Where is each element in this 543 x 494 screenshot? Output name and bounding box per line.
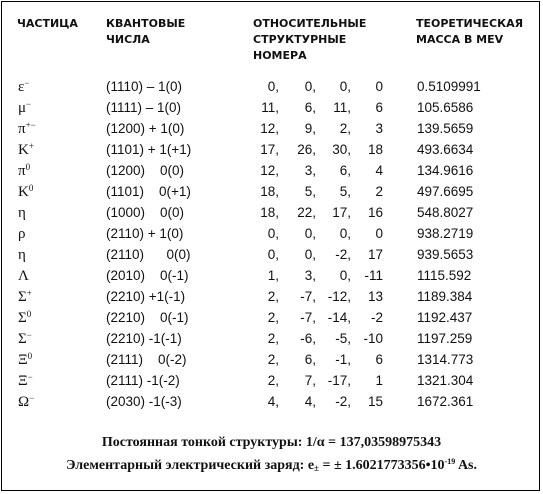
particle-charge: − (26, 330, 32, 340)
alpha-label: Постоянная тонкой структуры: 1/α = (101, 435, 340, 450)
structural-number: 17, (260, 142, 279, 157)
particle-base: Λ (18, 268, 29, 284)
table-row (2, 100, 541, 119)
structural-number: 2, (267, 331, 279, 346)
particle-symbol (18, 226, 26, 243)
particle-base: Ξ (18, 373, 28, 389)
particle-symbol (18, 352, 32, 369)
structural-number: 1, (267, 268, 279, 283)
particle-base: Ξ (18, 352, 28, 368)
structural-number: 0, (339, 226, 351, 241)
particle-base: ε (18, 79, 25, 95)
structural-number: -7, (300, 289, 316, 304)
particle-base: K (18, 184, 29, 200)
particle-symbol (18, 121, 36, 138)
quantum-numbers: (2111) 0(-2) (106, 352, 187, 367)
structural-number: 5, (339, 184, 351, 199)
structural-number: 12, (260, 163, 279, 178)
structural-number: 22, (297, 205, 316, 220)
particle-base: Σ (18, 331, 27, 347)
structural-number: 2, (267, 352, 279, 367)
structural-number: -17, (327, 373, 351, 388)
particle-symbol (18, 142, 34, 159)
table-row (2, 373, 541, 392)
structural-number: 0, (339, 79, 351, 94)
quantum-numbers: (1110) – 1(0) (106, 79, 183, 94)
structural-number: 3 (375, 121, 383, 136)
quantum-numbers: (1200) + 1(0) (106, 121, 185, 136)
table-row (2, 121, 541, 140)
table-row (2, 247, 541, 266)
charge-exponent: -19 (444, 457, 456, 466)
table-row (2, 394, 541, 413)
mass-value: 105.6586 (417, 100, 474, 115)
structural-number: 4 (375, 163, 383, 178)
structural-number: 11, (333, 100, 351, 115)
particle-charge: 0 (26, 309, 32, 319)
structural-number: 17, (332, 205, 351, 220)
particle-charge: − (26, 99, 32, 109)
structural-number: 15 (367, 394, 383, 409)
charge-subscript: ± (314, 463, 319, 473)
mass-value: 1192.437 (417, 310, 473, 325)
structural-number: 0, (339, 268, 351, 283)
structural-number: 12, (260, 121, 279, 136)
particle-symbol (18, 247, 26, 264)
header-quantum-numbers: КВАНТОВЫЕ ЧИСЛА (106, 17, 186, 46)
structural-number: 16 (367, 205, 383, 220)
structural-number: 9, (304, 121, 316, 136)
particle-charge: 0 (28, 183, 34, 193)
structural-number: -14, (327, 310, 351, 325)
table-row (2, 352, 541, 371)
particle-charge: − (27, 372, 33, 382)
quantum-numbers: (2210) -1(-1) (106, 331, 182, 346)
mass-value: 939.5653 (417, 247, 474, 262)
structural-number: 13 (367, 289, 383, 304)
quantum-numbers: (2030) -1(-3) (106, 394, 182, 409)
structural-number: 18, (260, 184, 279, 199)
structural-number: 0, (304, 79, 316, 94)
charge-unit: As. (455, 458, 478, 473)
elementary-charge (2, 458, 541, 474)
quantum-numbers: (2110) + 1(0) (106, 226, 184, 241)
structural-number: 6 (375, 352, 383, 367)
structural-number: -7, (300, 310, 316, 325)
structural-number: -2, (335, 247, 351, 262)
structural-number: 6, (304, 100, 316, 115)
particle-base: π (18, 121, 26, 137)
table-row (2, 163, 541, 182)
quantum-numbers: (1000) 0(0) (106, 205, 185, 220)
mass-value: 497.6695 (417, 184, 474, 199)
charge-label: Элементарный электрический заряд: e (65, 458, 315, 473)
structural-number: -10 (363, 331, 383, 346)
structural-number: 18 (367, 142, 383, 157)
particle-charge: − (24, 78, 30, 88)
mass-value: 493.6634 (417, 142, 474, 157)
header-theoretical-mass: ТЕОРЕТИЧЕСКАЯ МАССА В MEV (416, 17, 524, 46)
table-row (2, 289, 541, 308)
alpha-value: 137,03598975343 (339, 435, 442, 450)
mass-value: 1115.592 (417, 268, 472, 283)
quantum-numbers: (2210) 0(-1) (106, 310, 189, 325)
structural-number: 17 (367, 247, 383, 262)
structural-number: 3, (304, 268, 316, 283)
structural-number: 0 (375, 226, 383, 241)
mass-value: 1321.304 (417, 373, 474, 388)
structural-number: 2, (267, 310, 279, 325)
mass-value: 0.5109991 (417, 79, 481, 94)
mass-value: 139.5659 (417, 121, 474, 136)
mass-value: 1672.361 (417, 394, 474, 409)
structural-number: 0, (267, 247, 279, 262)
structural-number: 2, (267, 373, 279, 388)
structural-number: 18, (260, 205, 279, 220)
table-row (2, 331, 541, 350)
structural-number: 1 (375, 373, 383, 388)
particle-base: η (18, 247, 26, 263)
mass-value: 548.8027 (417, 205, 474, 220)
structural-number: 7, (304, 373, 316, 388)
structural-number: 0, (267, 79, 279, 94)
structural-number: 3, (304, 163, 316, 178)
quantum-numbers: (1111) – 1(0) (106, 100, 182, 115)
structural-number: -2 (370, 310, 383, 325)
structural-number: -1, (335, 352, 351, 367)
quantum-numbers: (2111) -1(-2) (106, 373, 180, 388)
structural-number: -2, (335, 394, 351, 409)
particle-charge: +− (25, 120, 36, 130)
structural-number: 0 (375, 79, 383, 94)
particle-symbol (18, 205, 26, 222)
structural-number: 0, (267, 226, 279, 241)
quantum-numbers: (2010) 0(-1) (106, 268, 189, 283)
table-row (2, 226, 541, 245)
particle-base: Σ (18, 289, 27, 305)
particle-base: μ (18, 100, 27, 116)
particle-symbol (18, 310, 31, 327)
structural-number: 4, (304, 394, 316, 409)
particle-symbol (18, 100, 31, 117)
structural-number: 30, (332, 142, 351, 157)
mass-value: 1314.773 (417, 352, 474, 367)
structural-number: -6, (300, 331, 316, 346)
mass-value: 938.2719 (417, 226, 474, 241)
particle-symbol (18, 79, 29, 96)
particle-symbol (18, 331, 32, 348)
structural-number: 0, (304, 247, 316, 262)
particle-base: Ω (18, 394, 30, 410)
structural-number: 6, (339, 163, 351, 178)
table-row (2, 268, 541, 287)
particle-symbol (18, 268, 29, 285)
quantum-numbers: (2110) 0(0) (106, 247, 191, 262)
mass-value: 1197.259 (417, 331, 473, 346)
particle-charge: + (26, 288, 32, 298)
table-row (2, 142, 541, 161)
table-row (2, 310, 541, 329)
quantum-numbers: (1200) 0(0) (106, 163, 185, 178)
particle-table-frame (1, 1, 540, 491)
particle-base: K (18, 142, 29, 158)
structural-number: 0, (304, 226, 316, 241)
mass-value: 134.9616 (417, 163, 474, 178)
particle-symbol (18, 373, 33, 390)
particle-base: ρ (18, 226, 26, 242)
particle-base: π (18, 163, 26, 179)
particle-charge: 0 (27, 351, 33, 361)
structural-number: 26, (297, 142, 316, 157)
structural-number: 6 (375, 100, 383, 115)
particle-base: η (18, 205, 26, 221)
structural-number: 11, (261, 100, 279, 115)
particle-base: Σ (18, 310, 27, 326)
quantum-numbers: (1101) 0(+1) (106, 184, 191, 199)
structural-number: 4, (267, 394, 279, 409)
particle-charge: − (29, 393, 35, 403)
table-row (2, 184, 541, 203)
quantum-numbers: (2210) +1(-1) (106, 289, 186, 304)
structural-number: 2, (267, 289, 279, 304)
particle-symbol (18, 163, 30, 180)
fine-structure-constant (2, 435, 541, 451)
structural-number: 5, (304, 184, 316, 199)
particle-symbol (18, 289, 32, 306)
quantum-numbers: (1101) + 1(+1) (106, 142, 192, 157)
table-row (2, 205, 541, 224)
particle-symbol (18, 394, 34, 411)
structural-number: 2 (375, 184, 383, 199)
header-structural-numbers: ОТНОСИТЕЛЬНЫЕ СТРУКТУРНЫЕ НОМЕРА (253, 17, 367, 62)
structural-number: 2, (339, 121, 351, 136)
table-row (2, 79, 541, 98)
structural-number: -5, (335, 331, 351, 346)
particle-charge: 0 (25, 162, 31, 172)
charge-equation: = ± 1.6021773356•10 (318, 458, 445, 473)
particle-charge: + (28, 141, 34, 151)
header-particle: ЧАСТИЦА (17, 17, 78, 30)
mass-value: 1189.384 (417, 289, 473, 304)
structural-number: 6, (304, 352, 316, 367)
particle-symbol (18, 184, 33, 201)
structural-number: -11 (364, 268, 383, 283)
structural-number: -12, (327, 289, 351, 304)
